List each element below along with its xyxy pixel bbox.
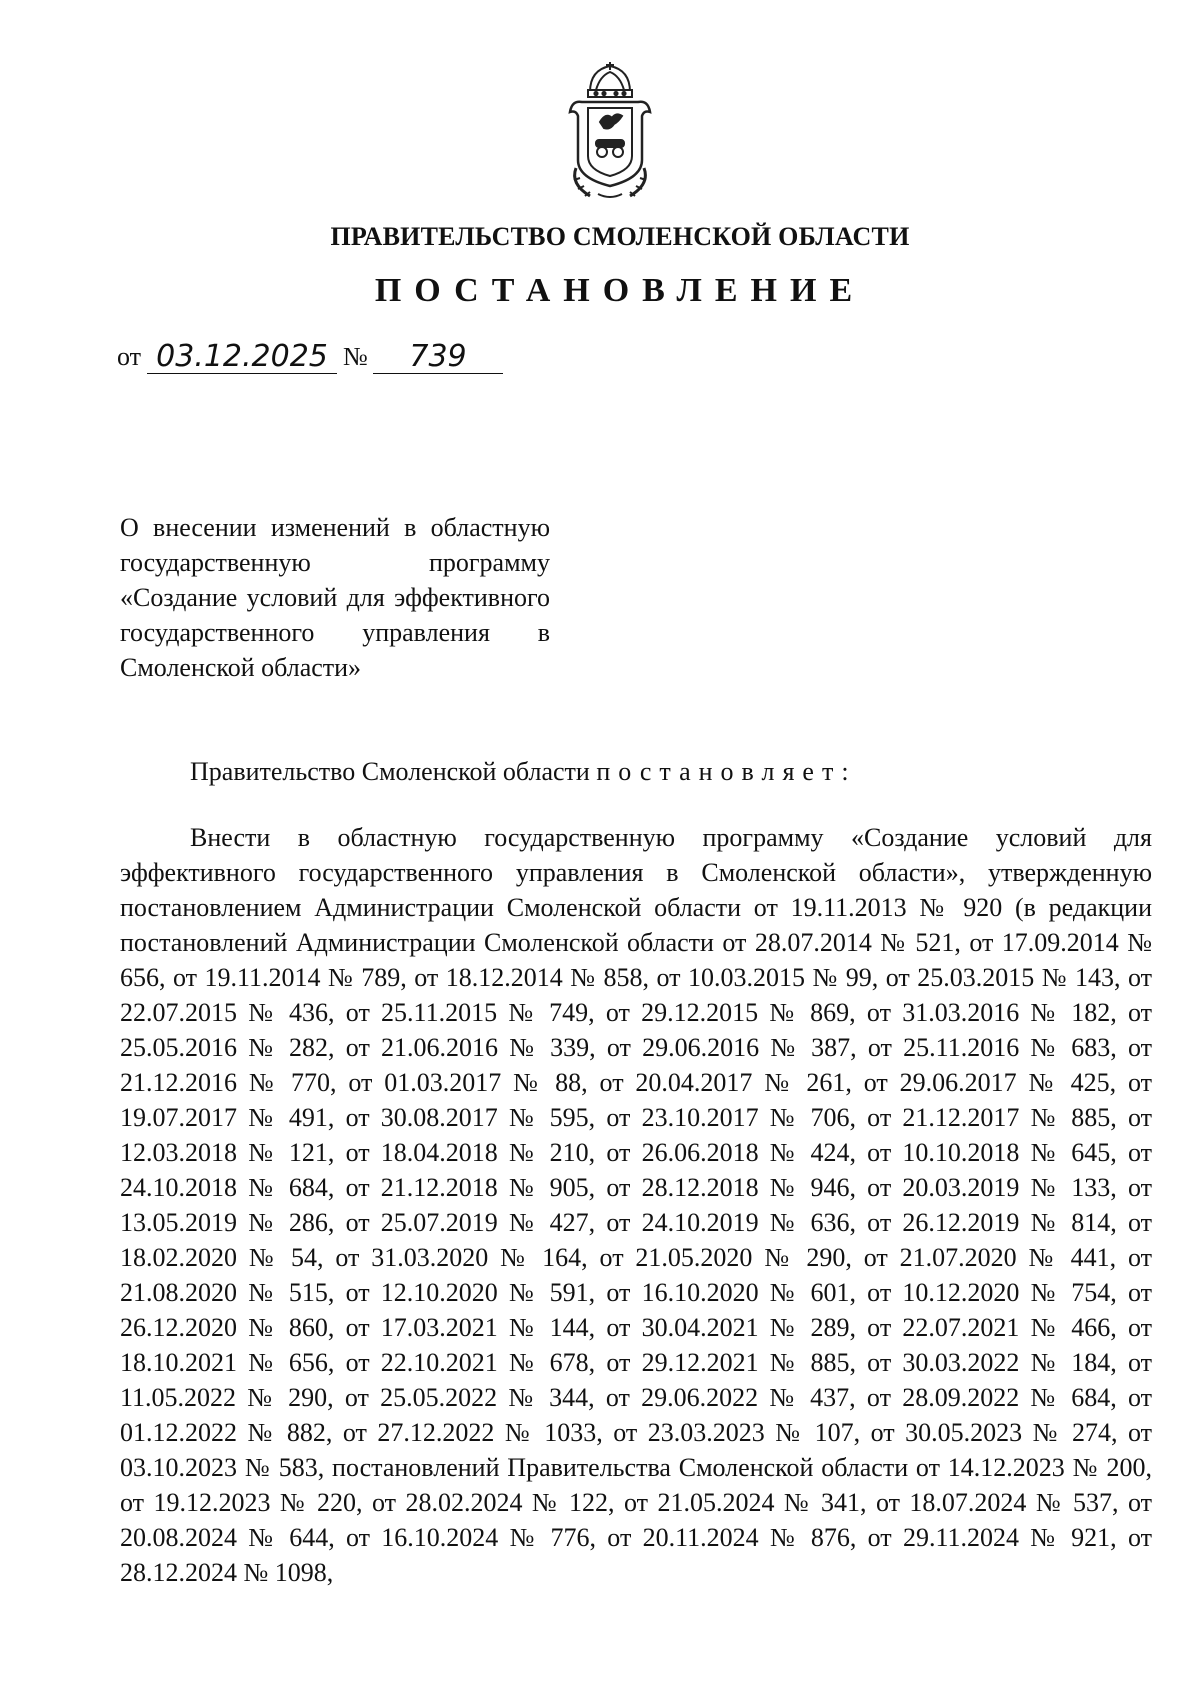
registration-line bbox=[117, 338, 577, 378]
document-date: 03.12.2025 bbox=[147, 342, 337, 374]
body-text: Внести в областную государственную программу «Создание условий для эффективного государственного управления в Смоленской области», утвержденную постановлением Администрации Смоленской области от 19.11.2013 № 920 (в редакции постановлений Администрации Смоленской области от 28.07.2014 № 521, от 17.09.2014 № 656, от 19.11.2014 № 789, от 18.12.2014 № 858, от 10.03.2015 № 99, от 25.03.2015 № 143, от 22.07.2015 № 436, от 25.11.2015 № 749, от 29.12.2015 № 869, от 31.03.2016 № 182, от 25.05.2016 № 282, от 21.06.2016 № 339, от 29.06.2016 № 387, от 25.11.2016 № 683, от 21.12.2016 № 770, от 01.03.2017 № 88, от 20.04.2017 № 261, от 29.06.2017 № 425, от 19.07.2017 № 491, от 30.08.2017 № 595, от 23.10.2017 № 706, от 21.12.2017 № 885, от 12.03.2018 № 121, от 18.04.2018 № 210, от 26.06.2018 № 424, от 10.10.2018 № 645, от 24.10.2018 № 684, от 21.12.2018 № 905, от 28.12.2018 № 946, от 20.03.2019 № 133, от 13.05.2019 № 286, от 25.07.2019 № 427, от 24.10.2019 № 636, от 26.12.2019 № 814, от 18.02.2020 № 54, от 31.03.2020 № 164, от 21.05.2020 № 290, от 21.07.2020 № 441, от 21.08.2020 № 515, от 12.10.2020 № 591, от 16.10.2020 № 601, от 10.12.2020 № 754, от 26.12.2020 № 860, от 17.03.2021 № 144, от 30.04.2021 № 289, от 22.07.2021 № 466, от 18.10.2021 № 656, от 22.10.2021 № 678, от 29.12.2021 № 885, от 30.03.2022 № 184, от 11.05.2022 № 290, от 25.05.2022 № 344, от 29.06.2022 № 437, от 28.09.2022 № 684, от 01.12.2022 № 882, от 27.12.2022 № 1033, от 23.03.2023 № 107, от 30.05.2023 № 274, от 03.10.2023 № 583, постановлений Правительства Смоленской области от 14.12.2023 № 200, от 19.12.2023 № 220, от 28.02.2024 № 122, от 21.05.2024 № 341, от 18.07.2024 № 537, от 20.08.2024 № 644, от 16.10.2024 № 776, от 20.11.2024 № 876, от 29.11.2024 № 921, от 28.12.2024 № 1098, bbox=[120, 823, 1152, 1587]
preamble-text: Правительство Смоленской области bbox=[190, 757, 590, 786]
preamble bbox=[190, 757, 857, 787]
document-number: 739 bbox=[373, 342, 503, 374]
document-type: ПОСТАНОВЛЕНИЕ bbox=[374, 272, 866, 309]
number-label: № bbox=[343, 342, 368, 371]
body-paragraph bbox=[120, 820, 1152, 1590]
date-label: от bbox=[117, 342, 142, 371]
preamble-verb: постановляет: bbox=[596, 757, 857, 786]
coat-of-arms-icon bbox=[560, 60, 660, 200]
document-subject: О внесении изменений в областную государственную программу «Создание условий для эффективного государственного управления в Смоленской области» bbox=[120, 513, 550, 682]
government-name: ПРАВИТЕЛЬСТВО СМОЛЕНСКОЙ ОБЛАСТИ bbox=[330, 222, 910, 251]
